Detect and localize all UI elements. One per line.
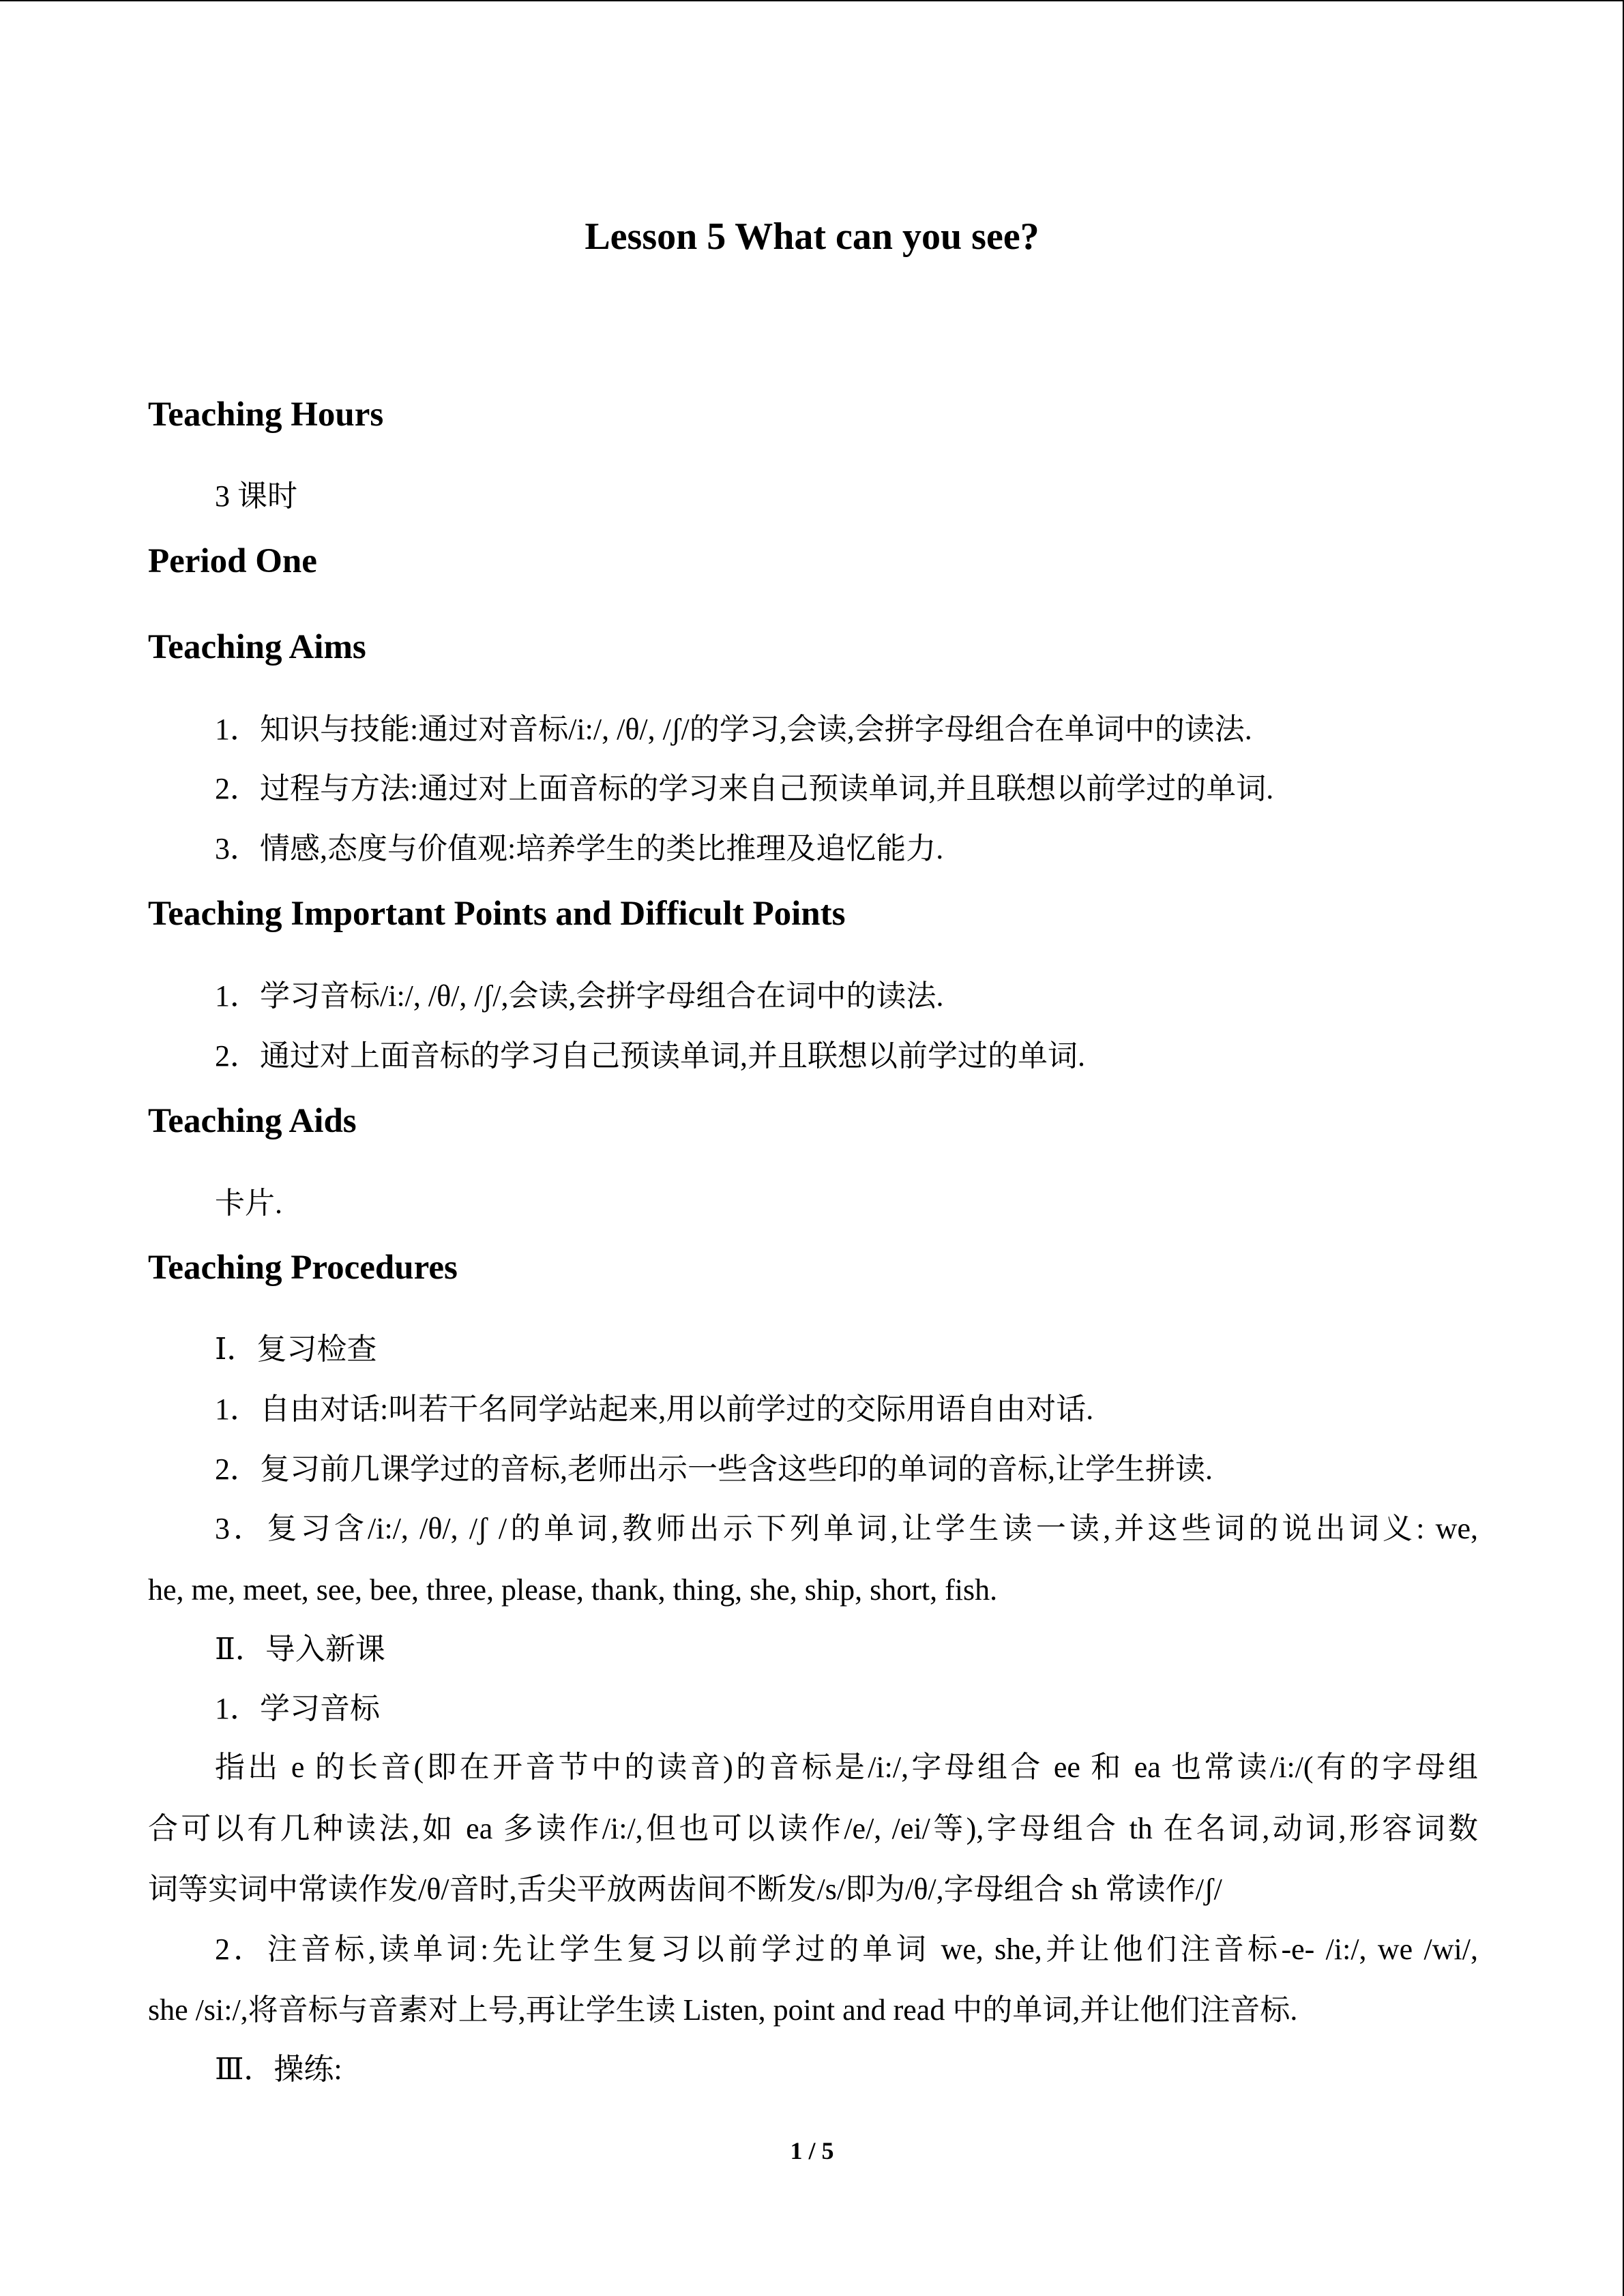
procedure-item-3-line1: 3．复习含/i:/, /θ/, /ʃ /的单词,教师出示下列单词,让学生读一读,并这些词的说出词义: we, [215, 1512, 1478, 1545]
aim-item: 3．情感,态度与价值观:培养学生的类比推理及追忆能力. [215, 832, 944, 865]
teaching-hours-heading: Teaching Hours [148, 396, 384, 434]
procedure-item: 2．复习前几课学过的音标,老师出示一些含这些印的单词的音标,让学生拼读. [215, 1452, 1213, 1486]
teaching-aids-text: 卡片. [215, 1187, 282, 1220]
important-points-heading: Teaching Important Points and Difficult Points [148, 895, 846, 933]
aim-item: 1．知识与技能:通过对音标/i:/, /θ/, /ʃ/的学习,会读,会拼字母组合在单词中的读法. [215, 713, 1252, 746]
teaching-aids-heading: Teaching Aids [148, 1102, 357, 1140]
procedure-part3-title: Ⅲ．操练: [215, 2053, 342, 2086]
document-title: Lesson 5 What can you see? [585, 215, 1039, 258]
procedure-part2-title: Ⅱ．导入新课 [215, 1632, 385, 1666]
teaching-hours-text: 3 课时 [215, 479, 297, 513]
procedure-paragraph-line3: 词等实词中常读作发/θ/音时,舌尖平放两齿间不断发/s/即为/θ/,字母组合 sh 常读作/ʃ/ [148, 1873, 1222, 1906]
procedure-item-3-line2: he, me, meet, see, bee, three, please, thank, thing, she, ship, short, fish. [148, 1573, 998, 1607]
teaching-aims-heading: Teaching Aims [148, 628, 366, 666]
procedure-item-2-line2: she /si:/,将音标与音素对上号,再让学生读 Listen, point and read 中的单词,并让他们注音标. [148, 1993, 1298, 2027]
period-one-heading: Period One [148, 542, 317, 580]
point-item: 2．通过对上面音标的学习自己预读单词,并且联想以前学过的单词. [215, 1039, 1085, 1073]
page-number: 1 / 5 [790, 2137, 834, 2164]
procedure-paragraph-line2: 合可以有几种读法,如 ea 多读作/i:/,但也可以读作/e/, /ei/等),字母组合 th 在名词,动词,形容词数 [148, 1812, 1478, 1845]
procedure-paragraph-line1: 指出 e 的长音(即在开音节中的读音)的音标是/i:/,字母组合 ee 和 ea 也常读/i:/(有的字母组 [215, 1750, 1478, 1784]
aim-item: 2．过程与方法:通过对上面音标的学习来自己预读单词,并且联想以前学过的单词. [215, 772, 1274, 805]
point-item: 1．学习音标/i:/, /θ/, /ʃ/,会读,会拼字母组合在词中的读法. [215, 979, 944, 1013]
teaching-procedures-heading: Teaching Procedures [148, 1249, 458, 1287]
procedure-part1-title: Ⅰ．复习检查 [215, 1332, 377, 1366]
procedure-item-2-line1: 2．注音标,读单词:先让学生复习以前学过的单词 we, she,并让他们注音标-e- /i:/, we /wi/, [215, 1933, 1478, 1966]
procedure-item: 1．学习音标 [215, 1692, 380, 1725]
procedure-item: 1．自由对话:叫若干名同学站起来,用以前学过的交际用语自由对话. [215, 1392, 1094, 1426]
